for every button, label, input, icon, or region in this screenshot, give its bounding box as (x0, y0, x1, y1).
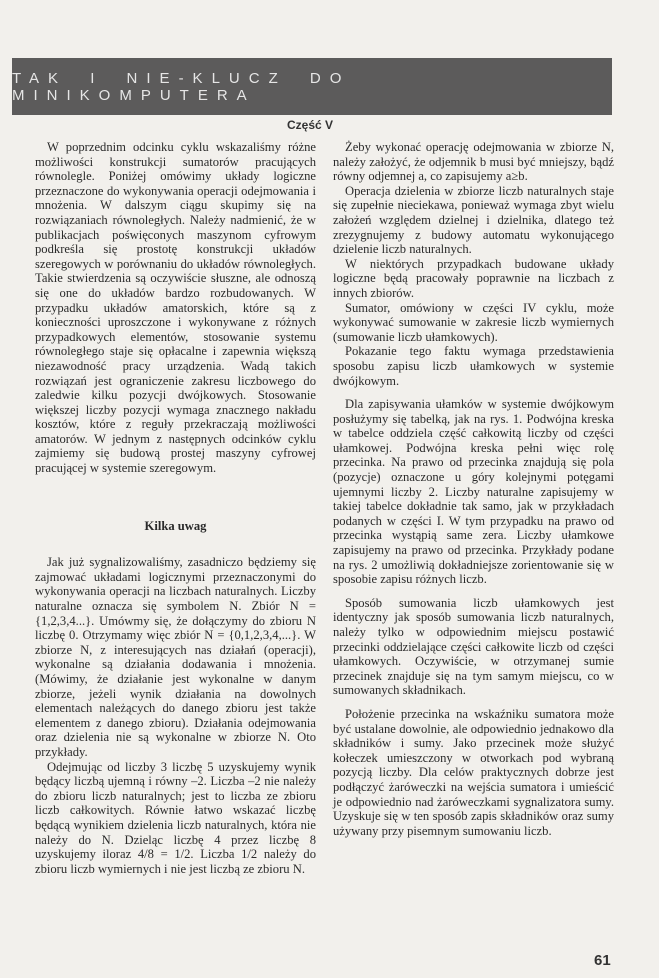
paragraph: Żeby wykonać operację odejmowania w zbiorze N, należy założyć, że odjemnik b musi być mniejszy, bądź równy odjemnej a, co zapisujemy a≥b. (333, 140, 614, 184)
right-column (333, 140, 614, 838)
series-title-banner (12, 58, 612, 115)
paragraph: Operacja dzielenia w zbiorze liczb naturalnych staje się zupełnie nieciekawa, ponieważ wymaga zbyt wielu założeń względem dzielnej i dzielnika, dlatego też zrezygnujemy z budowy automatu wykonującego dzielenie liczb naturalnych. (333, 183, 614, 257)
paragraph: Pokazanie tego faktu wymaga przedstawienia sposobu zapisu liczb ułamkowych w systemie dwójkowym. (333, 344, 614, 388)
paragraph: Jak już sygnalizowaliśmy, zasadniczo będziemy się zajmować układami logicznymi przeznaczonymi do wykonywania operacji na liczbach naturalnych. Liczby naturalne oznacza się symbolem N. Zbiór N = {1,2,3,4...}. Umówmy się, że dołączymy do zbioru N liczbę 0. Otrzymamy więc zbiór N = {0,1,2,3,4,...}. W zbiorze N, z interesujących nas działań (operacji), wykonalne są działania dodawania i mnożenia. (Mówimy, że działanie jest wykonalne w danym zbiorze, jeżeli wynik działania na dowolnych elementach należących do danego zbioru jest także elementem z danego zbioru). Działania odejmowania oraz dzielenia nie są wykonalne w zbiorze N. Oto przykłady. (35, 555, 316, 759)
paragraph: Sposób sumowania liczb ułamkowych jest identyczny jak sposób sumowania liczb naturalnych, należy tylko w odpowiednim miejscu postawić przecinki oddzielające części całkowite liczb od części ułamkowych. Oczywiście, w otrzymanej sumie przecinek znajduje się na tym samym miejscu, co w sumowanych składnikach. (333, 595, 614, 698)
section-heading: Kilka uwag (144, 518, 207, 533)
page-number: 61 (594, 952, 611, 969)
part-subtitle: Część V (286, 118, 334, 132)
paragraph: Położenie przecinka na wskaźniku sumatora może być ustalane dowolnie, ale odpowiednio jednakowo dla składników i sumy. Jako przecinek może służyć kołeczek umieszczony w otworkach pod wybraną pozycją liczby. Dla celów praktycznych dobrze jest podłączyć żaróweczki na wejścia sumatora i umieścić je odpowiednio nad żaróweczkami sygnalizatora sumy. Uzyskuje się w ten sposób zapis składników oraz sumy używany przy pisemnym sumowaniu liczb. (333, 706, 614, 838)
paragraph: Dla zapisywania ułamków w systemie dwójkowym posłużymy się tabelką, jak na rys. 1. Podwójna kreska w tabelce oddziela część całkowitą liczby od części ułamkowej. Podwójna kreska pełni więc rolę przecinka. Na prawo od przecinka znajdują się pola (pozycje) oznaczone u góry kolejnymi potęgami ujemnymi liczby 2. Liczby naturalne zapisujemy w takiej tabelce dokładnie tak samo, jak w przykładach podanych w części I. W tym przypadku na prawo od przecinka wystąpią same zera. Liczby ułamkowe zapisujemy na prawo od przecinka. Przykłady podane na rys. 2 umożliwią dokładniejsze zorientowanie się w sposobie zapisu różnych liczb. (333, 397, 614, 587)
paragraph: Odejmując od liczby 3 liczbę 5 uzyskujemy wynik będący liczbą ujemną i równy –2. Liczba –2 nie należy do zbioru liczb naturalnych; jest to liczba ze zbioru liczb całkowitych. Równie łatwo wskazać liczbę będącą wynikiem dzielenia liczb naturalnych, która nie należy do N. Dzieląc liczbę 4 przez liczbę 8 uzyskujemy iloraz 4/8 = 1/2. Liczba 1/2 należy do zbioru liczb wymiernych i nie jest liczbą ze zbioru N. (35, 759, 316, 876)
series-title: TAK I NIE-KLUCZ DO MINIKOMPUTERA (12, 69, 351, 104)
paragraph: Sumator, omówiony w części IV cyklu, może wykonywać sumowanie w zakresie liczb wymiernych (sumowanie liczb ułamkowych). (333, 300, 614, 344)
left-column (35, 140, 316, 876)
paragraph: W niektórych przypadkach budowane układy logiczne będą pracowały poprawnie na liczbach z innych zbiorów. (333, 256, 614, 300)
paragraph: W poprzednim odcinku cyklu wskazaliśmy różne możliwości konstrukcji sumatorów pracujących równolegle. Poniżej omówimy układy logiczne przeznaczone do wykonywania operacji odejmowania i mnożenia. W dalszym ciągu skupimy się na rozwiązaniach równoległych. Należy nadmienić, że w publikacjach poświęconych maszynom cyfrowym podkreśla się prostotę konstrukcji układów szeregowych w porównaniu do układów równoległych. Takie stwierdzenia są oczywiście słuszne, ale odnoszą się one do układów bardzo rozbudowanych. W przypadku układów amatorskich, które są z konieczności uproszczone i wykonywane z różnych przypadkowych elementów, stosowanie systemu równoległego staje się opłacalne i zapewnia większą niezawodność pracy urządzenia. Wadą takich rozwiązań jest ograniczenie zakresu liczbowego do zaledwie kilku pozycji dwójkowych. Stosowanie większej liczby pozycji wymaga znacznego nakładu kosztów, które z reguły przekraczają możliwości amatorów. W jednym z następnych odcinków cyklu zajmiemy się budową prostej maszyny cyfrowej pracującej w systemie szeregowym. (35, 140, 316, 476)
